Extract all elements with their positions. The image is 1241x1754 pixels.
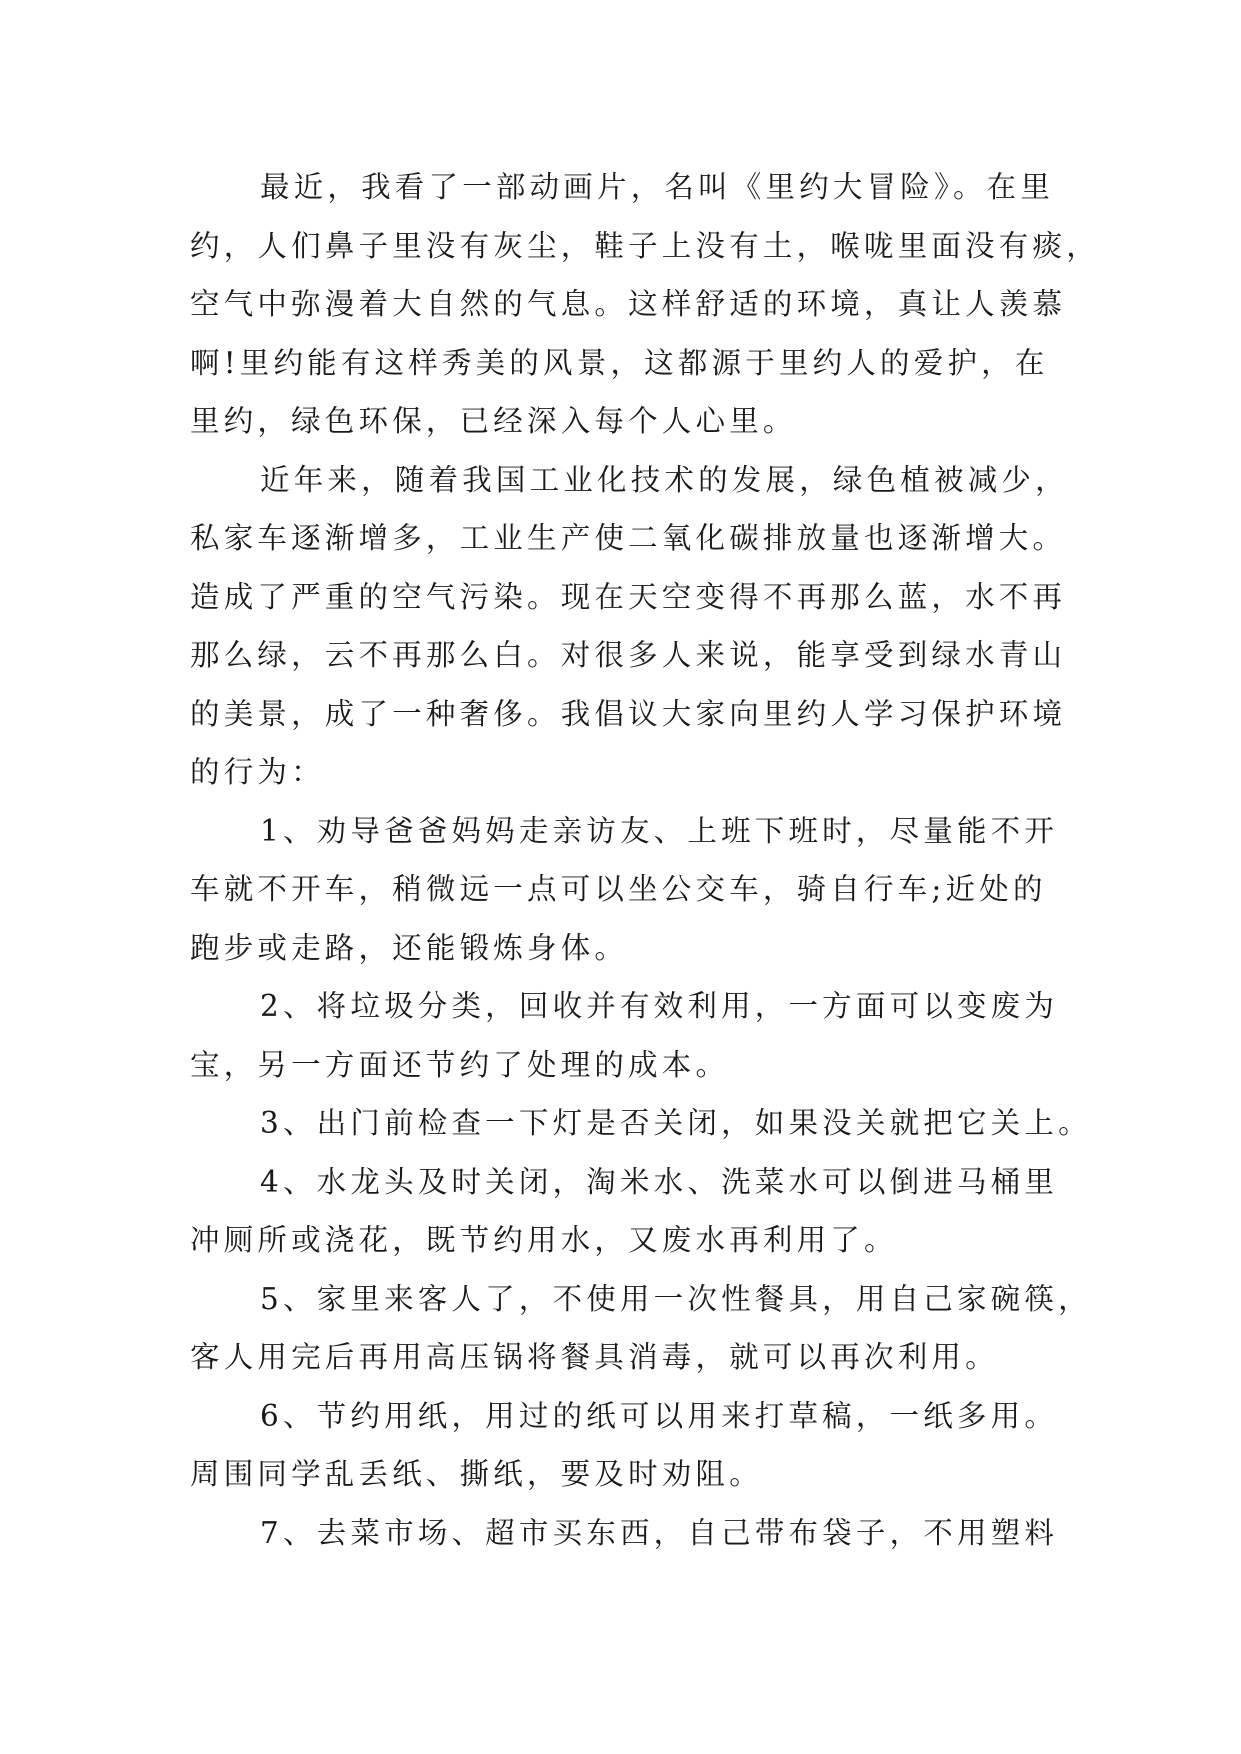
text-line: 1、劝导爸爸妈妈走亲访友、上班下班时，尽量能不开 — [260, 813, 1059, 848]
text-line: 7、去菜市场、超市买东西，自己带布袋子，不用塑料 — [260, 1515, 1059, 1550]
list-item-6 — [190, 1387, 1060, 1504]
text-line: 私家车逐渐增多，工业生产使二氧化碳排放量也逐渐增大。 — [190, 521, 1067, 555]
text-line: 3、出门前检查一下灯是否关闭，如果没关就把它关上。 — [260, 1106, 1092, 1140]
text-line: 造成了严重的空气污染。现在天空变得不再那么蓝，水不再 — [190, 579, 1067, 614]
text-line: 近年来，随着我国工业化技术的发展，绿色植被减少， — [260, 462, 1069, 497]
text-line: 2、将垃圾分类，回收并有效利用，一方面可以变废为 — [260, 989, 1059, 1023]
paragraph-1 — [190, 158, 1100, 451]
text-line: 约，人们鼻子里没有灰尘，鞋子上没有土，喉咙里面没有痰， — [190, 228, 1100, 263]
text-line: 5、家里来客人了，不使用一次性餐具，用自己家碗筷， — [260, 1281, 1092, 1316]
text-line: 的行为： — [190, 755, 325, 789]
text-line: 4、水龙头及时关闭，淘米水、洗菜水可以倒进马桶里 — [260, 1164, 1059, 1199]
text-line: 客人用完后再用高压锅将餐具消毒，就可以再次利用。 — [190, 1340, 999, 1374]
list-item-1 — [190, 802, 1060, 978]
list-item-4 — [190, 1153, 1060, 1270]
list-item-3 — [190, 1094, 1092, 1153]
text-line: 最近，我看了一部动画片，名叫《里约大冒险》。在里 — [260, 170, 1055, 204]
text-line: 宝，另一方面还节约了处理的成本。 — [190, 1047, 730, 1082]
text-line: 周围同学乱丢纸、撕纸，要及时劝阻。 — [190, 1457, 763, 1491]
document-body — [190, 158, 1100, 1562]
list-item-2 — [190, 977, 1060, 1094]
text-line: 空气中弥漫着大自然的气息。这样舒适的环境，真让人羡慕 — [190, 287, 1067, 321]
text-line: 跑步或走路，还能锻炼身体。 — [190, 930, 629, 965]
text-line: 6、节约用纸，用过的纸可以用来打草稿，一纸多用。 — [260, 1398, 1059, 1433]
text-line: 啊!里约能有这样秀美的风景，这都源于里约人的爱护，在 — [190, 345, 1049, 380]
text-line: 冲厕所或浇花，既节约用水，又废水再利用了。 — [190, 1223, 898, 1257]
list-item-7 — [190, 1504, 1060, 1563]
text-line: 的美景，成了一种奢侈。我倡议大家向里约人学习保护环境 — [190, 696, 1067, 731]
list-item-5 — [190, 1270, 1092, 1387]
text-line: 里约，绿色环保，已经深入每个人心里。 — [190, 404, 797, 438]
paragraph-2 — [190, 451, 1069, 802]
text-line: 那么绿，云不再那么白。对很多人来说，能享受到绿水青山 — [190, 638, 1067, 672]
text-line: 车就不开车，稍微远一点可以坐公交车，骑自行车;近处的 — [190, 872, 1047, 906]
